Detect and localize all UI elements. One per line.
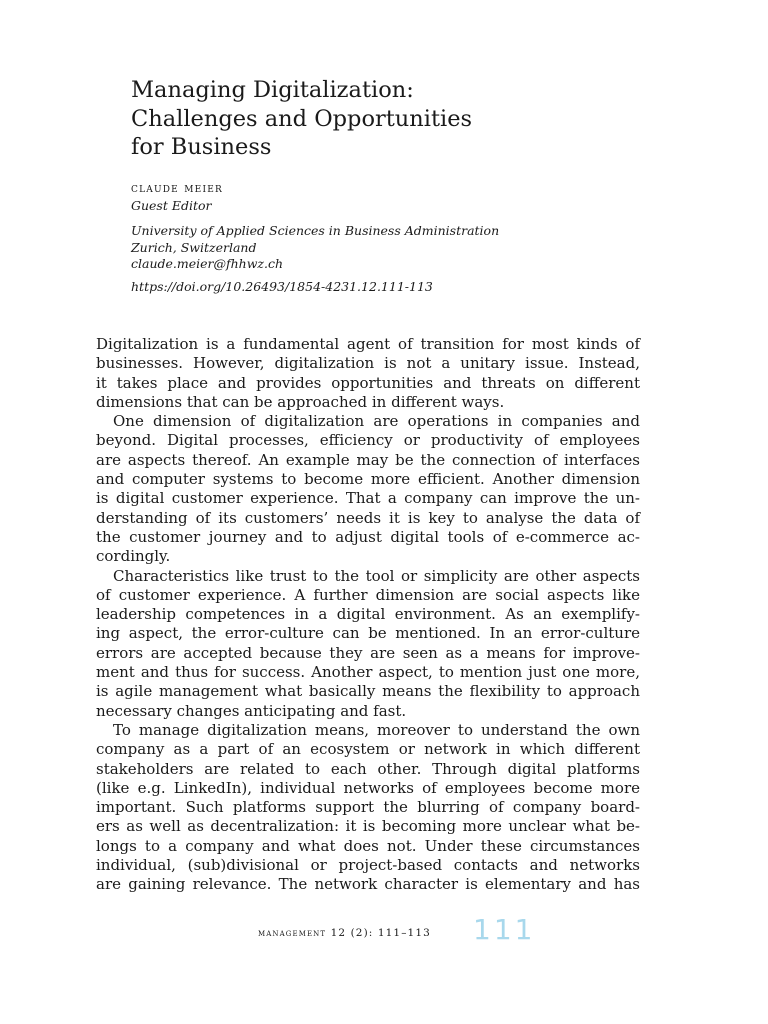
text-line: and computer systems to become more efficient. Another dimension — [96, 470, 640, 489]
affiliation-location: Zurich, Switzerland — [131, 239, 257, 255]
text-line: stakeholders are related to each other. Through digital platforms — [96, 759, 640, 778]
text-line: ers as well as decentralization: it is becoming more unclear what be- — [96, 817, 640, 836]
journal-citation: management 12 (2): 111–113 — [258, 927, 431, 939]
text-line: longs to a company and what does not. Under these circumstances — [96, 836, 640, 855]
text-line: Digitalization is a fundamental agent of transition for most kinds of — [96, 335, 640, 353]
text-line: ing aspect, the error-culture can be mentioned. In an error-culture — [96, 624, 640, 643]
title-line: Challenges and Opportunities — [131, 105, 473, 132]
text-line: dimensions that can be approached in different ways. — [96, 392, 505, 411]
title-line: Managing Digitalization: — [131, 77, 414, 103]
paragraph — [96, 567, 640, 721]
text-line: businesses. However, digitalization is not a unitary issue. Instead, — [96, 354, 640, 373]
text-line: One dimension of digitalization are operations in companies and — [113, 412, 640, 431]
text-line: it takes place and provides opportunities and threats on different — [96, 373, 640, 392]
text-line: derstanding of its customers’ needs it is key to analyse the data of — [96, 508, 640, 527]
text-line: are gaining relevance. The network character is elementary and has — [96, 875, 640, 894]
page-number: 111 — [473, 913, 536, 946]
text-line: is agile management what basically means the flexibility to approach — [96, 682, 640, 701]
author-name: claude meier — [131, 181, 223, 196]
text-line: errors are accepted because they are seen as a means for improve- — [96, 643, 640, 662]
article-title — [131, 76, 651, 162]
title-line: for Business — [131, 134, 272, 160]
affiliation-institution: University of Applied Sciences in Business Administration — [131, 223, 500, 238]
text-line: cordingly. — [96, 547, 171, 566]
author-email[interactable]: claude.meier@fhhwz.ch — [131, 256, 284, 271]
text-line: beyond. Digital processes, efficiency or productivity of employees — [96, 431, 640, 450]
paragraph — [96, 721, 640, 895]
text-line: the customer journey and to adjust digital tools of e-commerce ac- — [96, 527, 640, 546]
text-line: (like e.g. LinkedIn), individual networks of employees become more — [96, 778, 640, 797]
text-line: individual, (sub)divisional or project-based contacts and networks — [96, 856, 640, 875]
text-line: ment and thus for success. Another aspect, to mention just one more, — [96, 663, 640, 682]
author-role: Guest Editor — [131, 198, 212, 213]
author-affiliation — [131, 223, 651, 273]
text-line: are aspects thereof. An example may be the connection of interfaces — [96, 450, 640, 469]
article-body — [96, 335, 640, 895]
text-line: To manage digitalization means, moreover to understand the own — [113, 720, 640, 739]
text-line: company as a part of an ecosystem or network in which different — [96, 740, 640, 759]
text-line: Characteristics like trust to the tool or simplicity are other aspects — [113, 566, 640, 585]
text-line: important. Such platforms support the blurring of company board- — [96, 798, 640, 817]
paragraph — [96, 335, 640, 412]
paragraph — [96, 412, 640, 566]
text-line: leadership competences in a digital environment. As an exemplify- — [96, 605, 640, 624]
text-line: of customer experience. A further dimension are social aspects like — [96, 585, 640, 604]
doi-link[interactable]: https://doi.org/10.26493/1854-4231.12.111-113 — [131, 279, 433, 294]
text-line: is digital customer experience. That a company can improve the un- — [96, 489, 640, 508]
text-line: necessary changes anticipating and fast. — [96, 701, 407, 720]
